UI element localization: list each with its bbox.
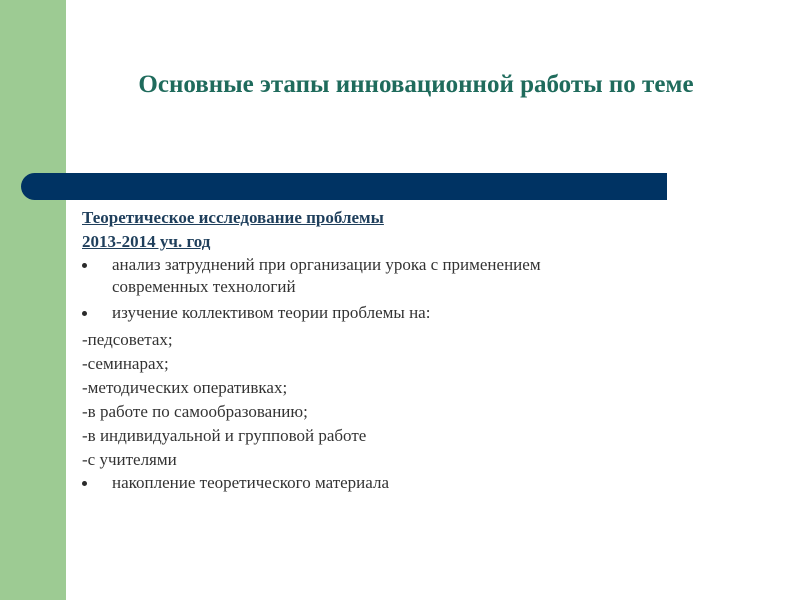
dash-list-item: -в работе по самообразованию; [82,402,308,421]
dash-list-item: -с учителями [82,450,177,469]
bullet-text: изучение коллективом теории проблемы на: [112,303,431,322]
bullet-text: накопление теоретического материала [112,473,390,492]
bullet-text-line-2: современных технологий [112,277,296,296]
bullet-dot-icon [82,481,87,486]
bullet-dot-icon [82,263,87,268]
section-heading: Теоретическое исследование проблемы [82,208,384,227]
title-divider-bar [21,173,667,200]
dash-list-item: -методических оперативках; [82,378,288,397]
slide-body [82,206,772,494]
slide-title: Основные этапы инновационной работы по теме [138,71,694,98]
bullet-text [112,254,772,298]
bullet-dot-icon [82,311,87,316]
dash-list-item: -педсоветах; [82,330,173,349]
bullet-text-line-1: анализ затруднений при организации урока с применением [112,255,541,274]
period-heading: 2013-2014 уч. год [82,232,211,251]
bullet-item-study [82,302,772,324]
bullet-item-accumulation [82,472,772,494]
dash-list-item: -в индивидуальной и групповой работе [82,426,367,445]
bullet-item-analysis [82,254,772,298]
dash-list-item: -семинарах; [82,354,169,373]
